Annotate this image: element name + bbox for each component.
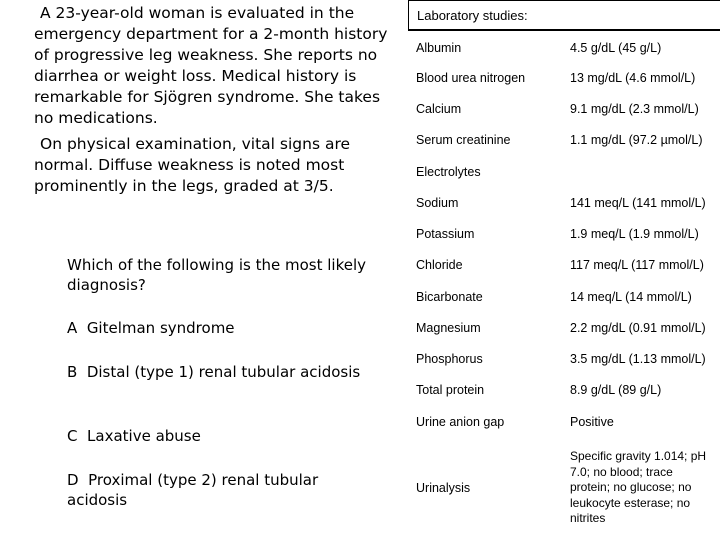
lab-value-phosphorus: 3.5 mg/dL (1.13 mmol/L) [570,352,706,366]
lab-value-sodium: 141 meq/L (141 mmol/L) [570,196,706,210]
lab-name-phosphorus: Phosphorus [416,352,483,366]
option-letter: C [67,427,78,445]
stem-paragraph-history: A 23-year-old woman is evaluated in the emergency department for a 2-month history of progressive leg weakness. She reports no diarrhea or weight loss. Medical history is remarkable for Sjögren syndrome. She takes no medications. [34,4,388,127]
option-letter: A [67,319,78,337]
lab-name-total-protein: Total protein [416,383,485,397]
lab-name-bicarbonate: Bicarbonate [416,290,483,304]
lab-section-electrolytes: Electrolytes [416,165,481,179]
lab-value-potassium: 1.9 meq/L (1.9 mmol/L) [570,227,699,241]
lab-name-bun: Blood urea nitrogen [416,71,526,85]
lab-value-albumin: 4.5 g/dL (45 g/L) [570,41,662,55]
lab-value-bun: 13 mg/dL (4.6 mmol/L) [570,71,696,85]
lab-value-creatinine: 1.1 mg/dL (97.2 µmol/L) [570,133,703,147]
lab-value-bicarbonate: 14 meq/L (14 mmol/L) [570,290,692,304]
lab-name-urinalysis: Urinalysis [416,481,471,495]
option-text: Distal (type 1) renal tubular acidosis [86,363,361,381]
option-text: Gitelman syndrome [86,319,235,337]
lab-name-creatinine: Serum creatinine [416,133,511,147]
answer-option-a[interactable] [67,318,367,338]
lab-name-calcium: Calcium [416,102,462,116]
answer-option-c[interactable] [67,426,367,446]
question-stem [34,3,392,202]
lab-name-chloride: Chloride [416,258,463,272]
answer-option-b[interactable] [67,362,367,382]
lab-name-potassium: Potassium [416,227,475,241]
option-letter: D [67,471,79,489]
lab-value-chloride: 117 meq/L (117 mmol/L) [570,258,704,272]
lab-value-total-protein: 8.9 g/dL (89 g/L) [570,383,662,397]
lab-name-magnesium: Magnesium [416,321,481,335]
option-text: Laxative abuse [87,427,201,445]
lab-table-header: Laboratory studies: [408,0,720,31]
lab-value-calcium: 9.1 mg/dL (2.3 mmol/L) [570,102,699,116]
lab-name-sodium: Sodium [416,196,459,210]
lab-value-magnesium: 2.2 mg/dL (0.91 mmol/L) [570,321,706,335]
option-text: Proximal (type 2) renal tubular acidosis [67,471,319,509]
lab-value-urinalysis: Specific gravity 1.014; pH 7.0; no blood; trace protein; no glucose; no leukocyte esterase; no nitrites [570,449,707,525]
lab-name-urine-anion-gap: Urine anion gap [416,415,505,429]
answer-option-d[interactable] [67,470,367,510]
question-prompt: Which of the following is the most likely diagnosis? [67,256,366,294]
lab-name-albumin: Albumin [416,41,462,55]
lab-value-urine-anion-gap: Positive [570,415,614,429]
stem-paragraph-exam: On physical examination, vital signs are normal. Diffuse weakness is noted most prominently in the legs, graded at 3/5. [34,135,351,195]
option-letter: B [67,363,78,381]
